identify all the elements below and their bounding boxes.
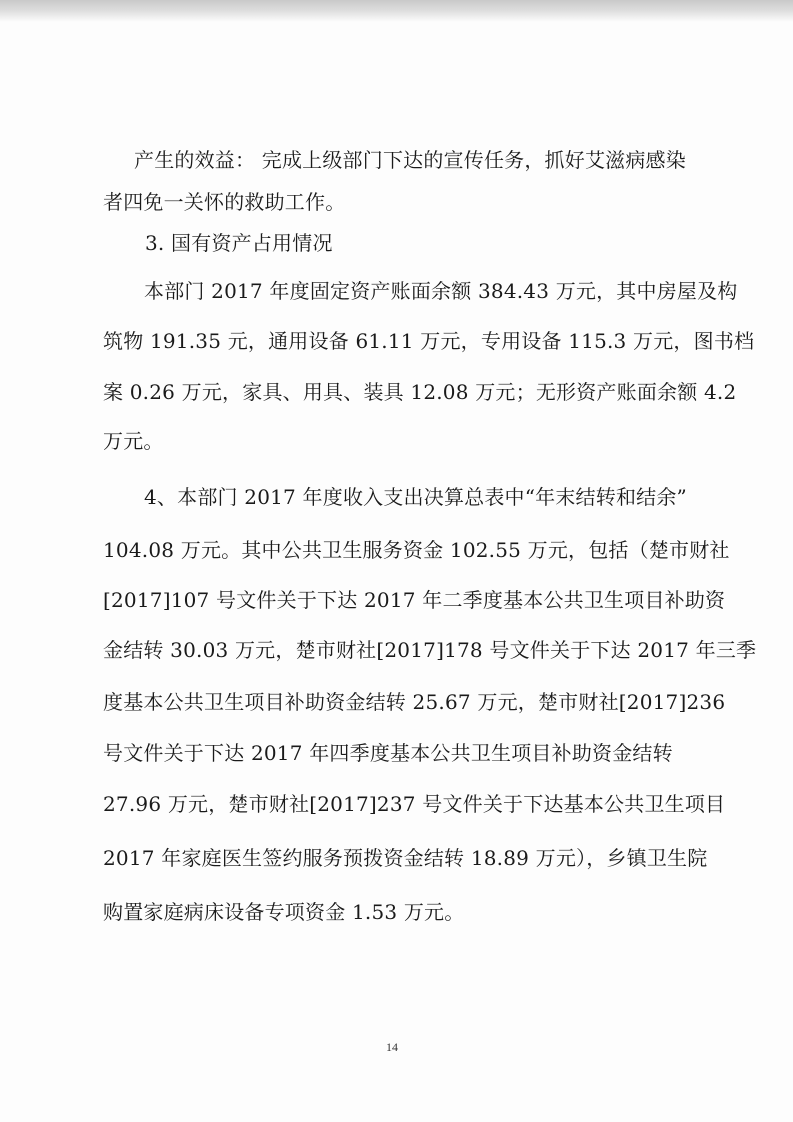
- paragraph-balance-line-3: [2017]107 号文件关于下达 2017 年二季度基本公共卫生项目补助资: [103, 588, 726, 612]
- page-number: 14: [386, 1040, 398, 1054]
- section-heading-assets: 3. 国有资产占用情况: [145, 231, 333, 255]
- paragraph-balance-line-6: 号文件关于下达 2017 年四季度基本公共卫生项目补助资金结转: [103, 741, 673, 765]
- paragraph-balance-line-2: 104.08 万元。其中公共卫生服务资金 102.55 万元，包括（楚市财社: [103, 538, 730, 562]
- paragraph-benefit-line-1: 产生的效益： 完成上级部门下达的宣传任务，抓好艾滋病感染: [134, 148, 686, 172]
- scan-edge-shadow: [0, 0, 793, 22]
- paragraph-balance-line-5: 度基本公共卫生项目补助资金结转 25.67 万元，楚市财社[2017]236: [103, 690, 726, 714]
- paragraph-balance-line-1: 4、本部门 2017 年度收入支出决算总表中“年末结转和结余”: [144, 485, 687, 509]
- paragraph-balance-line-9: 购置家庭病床设备专项资金 1.53 万元。: [103, 900, 465, 924]
- paragraph-benefit-line-2: 者四免一关怀的救助工作。: [103, 190, 346, 214]
- paragraph-assets-line-2: 筑物 191.35 元，通用设备 61.11 万元，专用设备 115.3 万元，图书档: [103, 329, 755, 353]
- paragraph-balance-line-7: 27.96 万元，楚市财社[2017]237 号文件关于下达基本公共卫生项目: [103, 792, 726, 816]
- paragraph-assets-line-3: 案 0.26 万元，家具、用具、装具 12.08 万元；无形资产账面余额 4.2: [103, 380, 737, 404]
- paragraph-balance-line-4: 金结转 30.03 万元，楚市财社[2017]178 号文件关于下达 2017 年三季: [103, 638, 757, 662]
- paragraph-balance-line-8: 2017 年家庭医生签约服务预拨资金结转 18.89 万元），乡镇卫生院: [103, 846, 708, 870]
- paragraph-assets-line-1: 本部门 2017 年度固定资产账面余额 384.43 万元，其中房屋及构: [144, 279, 738, 303]
- paragraph-assets-line-4: 万元。: [103, 429, 164, 453]
